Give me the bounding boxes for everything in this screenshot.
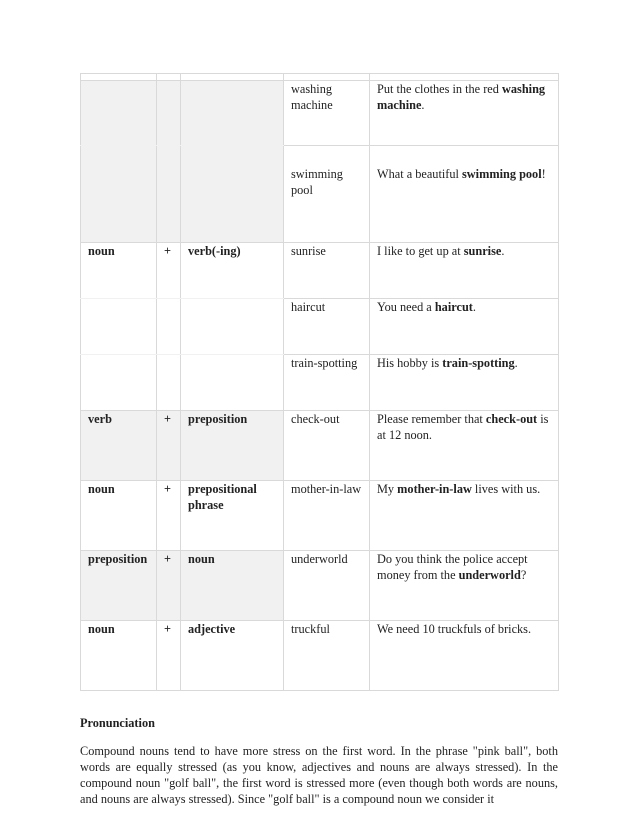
table-row <box>81 243 559 299</box>
table-row <box>81 411 559 481</box>
cell-example: train-spotting <box>284 355 370 411</box>
cell-sentence: You need a haircut. <box>370 299 559 355</box>
cell-sentence: I like to get up at sunrise. <box>370 243 559 299</box>
cell-second-part: preposition <box>181 411 284 481</box>
cell-first-part: noun <box>81 481 157 551</box>
cell-example: truckful <box>284 621 370 691</box>
table-spacer-row <box>81 74 559 81</box>
cell-example: washing machine <box>284 81 370 146</box>
table-row <box>81 481 559 551</box>
cell-second-part: prepositional phrase <box>181 481 284 551</box>
cell-second-part: adjective <box>181 621 284 691</box>
table-row <box>81 621 559 691</box>
table-row <box>81 355 559 411</box>
cell-second-part <box>181 146 284 243</box>
cell-sentence: What a beautiful swimming pool! <box>370 146 559 243</box>
cell-sentence: We need 10 truckfuls of bricks. <box>370 621 559 691</box>
table-row <box>81 81 559 146</box>
cell-second-part <box>181 299 284 355</box>
body-paragraph: Compound nouns tend to have more stress on the first word. In the phrase "pink ball", both words are equally stressed (as you know, adjectives and nouns are always stressed). In the compound noun "golf ball", the first word is stressed more (even though both words are nouns, and nouns are always stressed). Since "golf ball" is a compound noun we consider it <box>80 744 558 806</box>
cell-sentence: My mother-in-law lives with us. <box>370 481 559 551</box>
cell-plus <box>157 299 181 355</box>
document-page <box>80 73 558 807</box>
cell-first-part <box>81 146 157 243</box>
cell-example: sunrise <box>284 243 370 299</box>
cell-example: swimming pool <box>284 146 370 243</box>
cell-plus: + <box>157 621 181 691</box>
section-heading: Pronunciation <box>80 716 155 730</box>
cell-first-part <box>81 81 157 146</box>
cell-plus: + <box>157 481 181 551</box>
cell-example: check-out <box>284 411 370 481</box>
cell-first-part: noun <box>81 621 157 691</box>
table-row <box>81 146 559 243</box>
cell-plus <box>157 355 181 411</box>
cell-first-part: verb <box>81 411 157 481</box>
cell-plus <box>157 81 181 146</box>
cell-plus: + <box>157 243 181 299</box>
cell-second-part <box>181 355 284 411</box>
cell-plus: + <box>157 551 181 621</box>
compound-noun-table <box>80 73 559 691</box>
cell-example: underworld <box>284 551 370 621</box>
cell-sentence: His hobby is train-spotting. <box>370 355 559 411</box>
table-row <box>81 299 559 355</box>
cell-first-part <box>81 355 157 411</box>
cell-plus: + <box>157 411 181 481</box>
cell-sentence: Please remember that check-out is at 12 noon. <box>370 411 559 481</box>
cell-plus <box>157 146 181 243</box>
cell-second-part <box>181 81 284 146</box>
cell-first-part <box>81 299 157 355</box>
cell-second-part: noun <box>181 551 284 621</box>
cell-sentence: Do you think the police accept money from the underworld? <box>370 551 559 621</box>
table-row <box>81 551 559 621</box>
cell-first-part: noun <box>81 243 157 299</box>
cell-example: haircut <box>284 299 370 355</box>
cell-sentence: Put the clothes in the red washing machine. <box>370 81 559 146</box>
cell-second-part: verb(-ing) <box>181 243 284 299</box>
cell-example: mother-in-law <box>284 481 370 551</box>
cell-first-part: preposition <box>81 551 157 621</box>
